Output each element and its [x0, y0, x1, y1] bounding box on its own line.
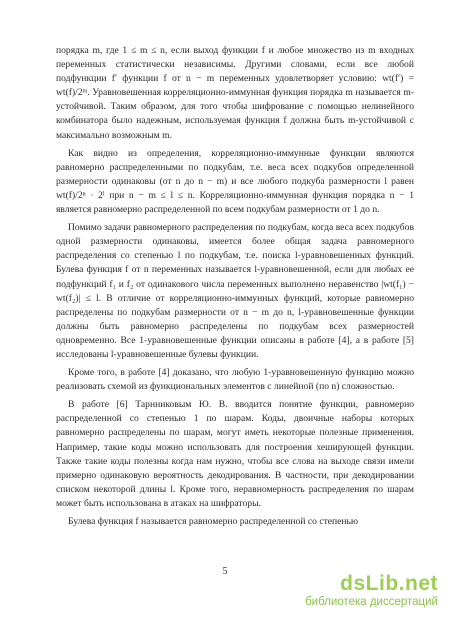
paragraph-3: Помимо задачи равномерного распределения по подкубам, когда веса всех подкубов одной размерности одинаковы, имеется более общая задача равномерного распределения со степенью l по подкубам, т.е. поиска l-уравновешенных функций. Булева функция f от n переменных называется l-уравновешенной, если для любых ее подфункций f₁ и f₂ от одинакового числа переменных выполнено неравенство |wt(f₁) − wt(f₂)| ≤ l. В отличие от корреляционно-иммунных функций, которые равномерно распределены по подкубам размерности от n − m до n, l-уравновешенные функции должны быть равномерно распределены по подкубам всех размерностей одновременно. Все 1-уравновешенные функции описаны в работе [4], а в работе [5] исследованы l-уравновешенные булевы функции. [56, 222, 414, 360]
paragraph-2: Как видно из определения, корреляционно-иммунные функции являются равномерно распределенными по подкубам, т.е. веса всех подкубов определенной размерности одинаковы (от n до n − m) и все любого подкуба размерности l равен wt(f)/2ⁿ · 2ˡ при n − m ≤ l ≤ n. Корреляционно-иммунная функция порядка n − 1 является равномерно распределенной по всем подкубам размерности от 1 до n. [56, 147, 414, 216]
paragraph-1: порядка m, где 1 ≤ m ≤ n, если выход функции f и любое множество из m входных переменных статистически независимы. Другими словами, если все любой подфункции f′ функции f от n − m переменных удовлетворяет условию: wt(f′) = wt(f)/2ᵐ. Уравновешенная корреляционно-иммунная функция порядка m называется m-устойчивой. Таким образом, для того чтобы шифрование с помощью нелинейного комбинатора было надежным, используемая функция f должна быть m-устойчивой с максимально возможным m. [56, 45, 414, 141]
watermark-subtitle: библиотека диссертаций [305, 596, 438, 608]
watermark [305, 573, 438, 609]
paragraph-4: Кроме того, в работе [4] доказано, что любую 1-уравновешенную функцию можно реализовать схемой из функциональных элементов с линейной (по n) сложностью. [56, 367, 414, 393]
paragraph-6: Булева функция f называется равномерно распределенной со степенью [68, 516, 359, 527]
paragraph-5: В работе [6] Тарнниковым Ю. В. вводится понятие функции, равномерно распределенной со степенью 1 по шарам. Коды, двоичные наборы которых равномерно распределены по шарам, могут иметь некоторые полезные применения. Например, такие коды можно использовать для построения хеширующей функции. Также такие коды полезны когда нам нужно, чтобы все слова на выходе связи имели примерно одинаковую вероятность декодирования. В частности, при декодировании списком некоторой длины l. Кроме того, неравномерность распределения по шарам может быть использована в атаках на шифраторы. [56, 399, 414, 509]
watermark-logo: dsLib.net [340, 572, 438, 595]
page-number: 5 [222, 566, 228, 577]
body-text [56, 44, 414, 533]
